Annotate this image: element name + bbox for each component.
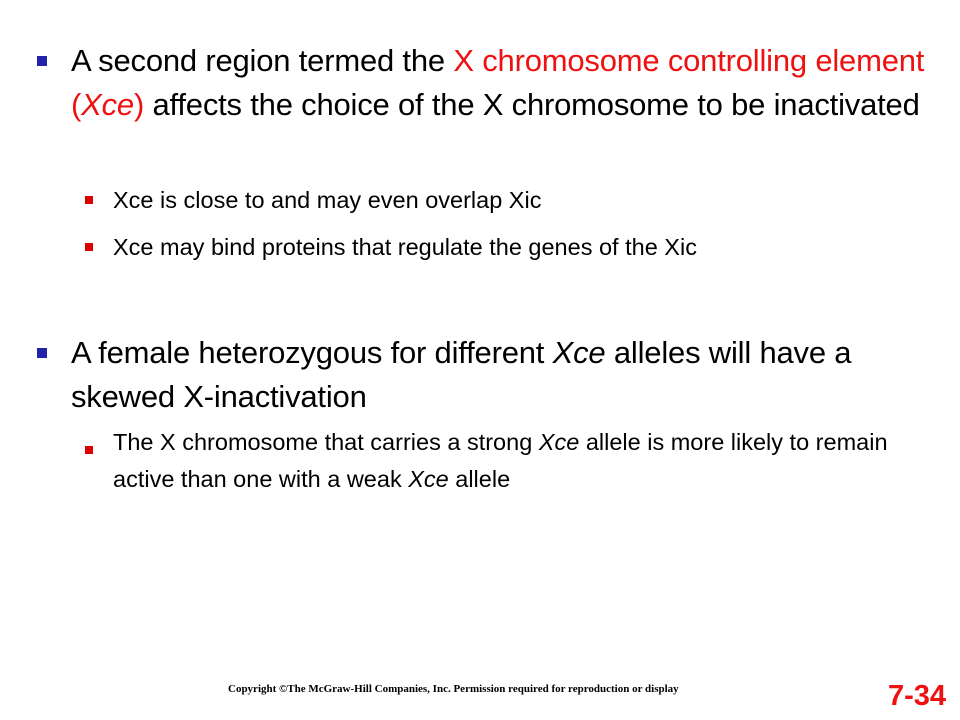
text-segment: A female heterozygous for different xyxy=(71,335,553,370)
sub-bullet-marker-red-icon xyxy=(85,446,93,454)
sub-bullet-text: Xce is close to and may even overlap Xic xyxy=(113,187,542,213)
bullet-text-heterozygous xyxy=(71,331,931,419)
text-segment: alleles will have a skewed X-inactivation xyxy=(71,335,852,414)
sub-bullet-text: Xce may bind proteins that regulate the genes of the Xic xyxy=(113,234,697,260)
sub-bullet-marker-red-icon xyxy=(85,196,93,204)
copyright-notice: Copyright ©The McGraw-Hill Companies, Inc. Permission required for reproduction or display xyxy=(228,683,679,695)
bullet-marker-blue-icon xyxy=(37,56,47,66)
highlighted-term-italic: Xce xyxy=(81,87,134,122)
italic-term: Xce xyxy=(552,335,606,370)
italic-term: Xce xyxy=(408,466,449,492)
slide-number: 7-34 xyxy=(887,680,946,712)
sub-bullet-text xyxy=(113,424,903,498)
text-segment: allele is more likely to remain active than one with a weak xyxy=(113,429,888,492)
bullet-text-xce-region xyxy=(71,39,931,127)
text-segment: A second region termed the xyxy=(71,43,454,78)
text-segment: The X chromosome that carries a strong xyxy=(113,429,539,455)
text-segment: allele xyxy=(448,466,511,492)
highlighted-term: X chromosome controlling element ( xyxy=(71,43,925,122)
bullet-marker-blue-icon xyxy=(37,348,47,358)
highlighted-term: ) xyxy=(133,87,145,122)
italic-term: Xce xyxy=(538,429,580,455)
sub-bullet-marker-red-icon xyxy=(85,243,93,251)
text-segment: affects the choice of the X chromosome to be inactivated xyxy=(144,87,920,122)
